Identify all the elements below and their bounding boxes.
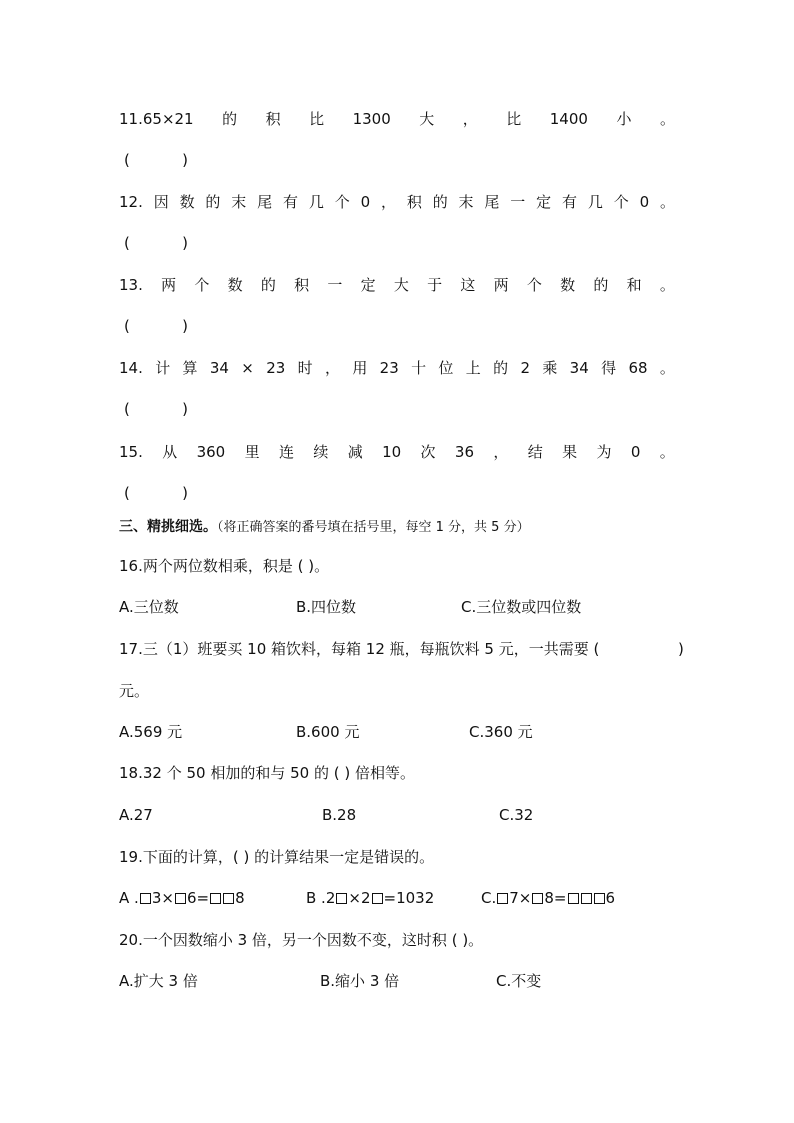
- question-token: 为: [596, 443, 612, 461]
- q20-option-a: A.扩大 3 倍: [119, 972, 198, 990]
- question-token: 用: [352, 359, 368, 377]
- question-token: 的: [222, 110, 238, 128]
- q17-option-c: C.360 元: [469, 723, 533, 741]
- question-token: ，: [493, 443, 509, 461]
- question-14: [119, 357, 675, 379]
- question-token: 12.: [119, 193, 143, 211]
- question-20-stem: 20.一个因数缩小 3 倍，另一个因数不变，这时积 ( )。: [119, 931, 484, 949]
- question-token: 位: [438, 359, 454, 377]
- question-token: 末: [231, 193, 247, 211]
- q20-option-b: B.缩小 3 倍: [320, 972, 400, 990]
- question-token: 数: [227, 276, 243, 294]
- question-token: 1400: [549, 110, 588, 128]
- question-token: 上: [465, 359, 481, 377]
- question-token: ×: [241, 359, 254, 377]
- question-token: 36: [454, 443, 475, 461]
- question-token: 于: [427, 276, 443, 294]
- question-token: 因: [153, 193, 169, 211]
- question-token: 乘: [542, 359, 558, 377]
- question-token: 积: [294, 276, 310, 294]
- question-token: 2: [520, 359, 530, 377]
- question-token: 一: [510, 193, 526, 211]
- question-token: 两: [161, 276, 177, 294]
- question-token: 。: [659, 443, 675, 461]
- blank-box-icon: [594, 893, 605, 904]
- blank-box-icon: [372, 893, 383, 904]
- q18-option-b: B.28: [322, 806, 357, 824]
- question-token: 连: [278, 443, 294, 461]
- q17-option-a: A.569 元: [119, 723, 183, 741]
- question-token: 13.: [119, 276, 143, 294]
- paren-close: ): [182, 234, 188, 252]
- paren-open: (: [124, 151, 130, 169]
- question-17-stem: 17.三（1）班要买 10 箱饮料，每箱 12 瓶，每瓶饮料 5 元，一共需要 (: [119, 640, 600, 658]
- question-token: 和: [626, 276, 642, 294]
- question-token: 减: [347, 443, 363, 461]
- question-18-stem: 18.32 个 50 相加的和与 50 的 ( ) 倍相等。: [119, 764, 415, 782]
- paren-close: ): [182, 151, 188, 169]
- question-token: 算: [182, 359, 198, 377]
- section-3-header: [119, 516, 530, 538]
- question-token: ，: [324, 359, 340, 377]
- q19-option-a: A . 3× 6= 8: [119, 889, 245, 907]
- question-token: 有: [561, 193, 577, 211]
- question-token: 个: [526, 276, 542, 294]
- question-token: 两: [493, 276, 509, 294]
- paren-close: ): [182, 400, 188, 418]
- question-token: 。: [659, 110, 675, 128]
- question-token: 个: [194, 276, 210, 294]
- blank-box-icon: [223, 893, 234, 904]
- question-17-stem-close: ): [678, 640, 684, 658]
- paren-open: (: [124, 317, 130, 335]
- blank-box-icon: [568, 893, 579, 904]
- question-token: 10: [382, 443, 402, 461]
- question-token: 结: [527, 443, 543, 461]
- question-token: 次: [420, 443, 436, 461]
- question-token: 0: [630, 443, 641, 461]
- question-token: 续: [313, 443, 329, 461]
- question-token: 68: [628, 359, 648, 377]
- question-token: 个: [334, 193, 350, 211]
- question-token: 23: [266, 359, 286, 377]
- blank-box-icon: [210, 893, 221, 904]
- question-token: 34: [569, 359, 589, 377]
- q18-option-c: C.32: [499, 806, 534, 824]
- question-token: ，: [462, 110, 478, 128]
- question-token: 果: [562, 443, 578, 461]
- question-token: 得: [601, 359, 617, 377]
- q19-option-b: B .2 ×2 =1032: [306, 889, 435, 907]
- question-token: 几: [587, 193, 603, 211]
- question-token: 个: [613, 193, 629, 211]
- question-token: 0: [639, 193, 650, 211]
- paren-close: ): [182, 484, 188, 502]
- blank-box-icon: [581, 893, 592, 904]
- question-token: 的: [593, 276, 609, 294]
- question-token: 这: [460, 276, 476, 294]
- answer-paren-11: [124, 149, 188, 171]
- blank-box-icon: [336, 893, 347, 904]
- question-token: 23: [379, 359, 399, 377]
- question-token: 时: [297, 359, 313, 377]
- question-token: 1300: [352, 110, 391, 128]
- question-token: 尾: [484, 193, 500, 211]
- q17-option-b: B.600 元: [296, 723, 360, 741]
- q19-option-c: C. 7× 8= 6: [481, 889, 616, 907]
- answer-paren-15: [124, 482, 188, 504]
- q20-option-c: C.不变: [496, 972, 542, 990]
- question-token: 的: [493, 359, 509, 377]
- question-token: 十: [411, 359, 427, 377]
- question-13: [119, 274, 675, 296]
- question-token: 。: [659, 193, 675, 211]
- paren-close: ): [182, 317, 188, 335]
- question-token: 一: [327, 276, 343, 294]
- question-token: 小: [616, 110, 632, 128]
- blank-box-icon: [532, 893, 543, 904]
- question-15: [119, 441, 675, 463]
- question-token: 34: [209, 359, 229, 377]
- question-token: 。: [659, 276, 675, 294]
- question-token: 大: [393, 276, 409, 294]
- q16-option-b: B.四位数: [296, 598, 357, 616]
- paren-open: (: [124, 484, 130, 502]
- section-3-title: 三、精挑细选。: [119, 519, 217, 535]
- question-token: 11.65×21: [119, 110, 194, 128]
- question-token: 定: [536, 193, 552, 211]
- question-token: 比: [309, 110, 325, 128]
- question-token: 数: [179, 193, 195, 211]
- question-12: [119, 191, 675, 213]
- question-token: 积: [406, 193, 422, 211]
- question-token: 从: [162, 443, 178, 461]
- question-token: 积: [265, 110, 281, 128]
- question-token: 0: [360, 193, 371, 211]
- blank-box-icon: [140, 893, 151, 904]
- question-token: 比: [506, 110, 522, 128]
- question-token: 360: [196, 443, 226, 461]
- question-token: ，: [380, 193, 396, 211]
- question-17-stem-continued: 元。: [119, 682, 150, 700]
- blank-box-icon: [175, 893, 186, 904]
- question-token: 的: [432, 193, 448, 211]
- question-token: 14.: [119, 359, 143, 377]
- q16-option-c: C.三位数或四位数: [461, 598, 582, 616]
- answer-paren-13: [124, 315, 188, 337]
- paren-open: (: [124, 234, 130, 252]
- question-11: [119, 108, 675, 130]
- question-token: 。: [659, 359, 675, 377]
- paren-open: (: [124, 400, 130, 418]
- question-19-stem: 19.下面的计算，( ) 的计算结果一定是错误的。: [119, 848, 435, 866]
- question-token: 尾: [257, 193, 273, 211]
- question-16-stem: 16.两个两位数相乘，积是 ( )。: [119, 557, 330, 575]
- question-token: 定: [360, 276, 376, 294]
- question-token: 大: [419, 110, 435, 128]
- question-token: 有: [283, 193, 299, 211]
- question-token: 计: [155, 359, 171, 377]
- question-token: 的: [205, 193, 221, 211]
- question-token: 数: [560, 276, 576, 294]
- question-token: 末: [458, 193, 474, 211]
- question-token: 几: [308, 193, 324, 211]
- section-3-note: （将正确答案的番号填在括号里，每空 1 分，共 5 分）: [217, 520, 530, 535]
- blank-box-icon: [497, 893, 508, 904]
- answer-paren-12: [124, 232, 188, 254]
- answer-paren-14: [124, 398, 188, 420]
- question-token: 里: [244, 443, 260, 461]
- q18-option-a: A.27: [119, 806, 153, 824]
- question-token: 15.: [119, 443, 143, 461]
- question-token: 的: [260, 276, 276, 294]
- q16-option-a: A.三位数: [119, 598, 179, 616]
